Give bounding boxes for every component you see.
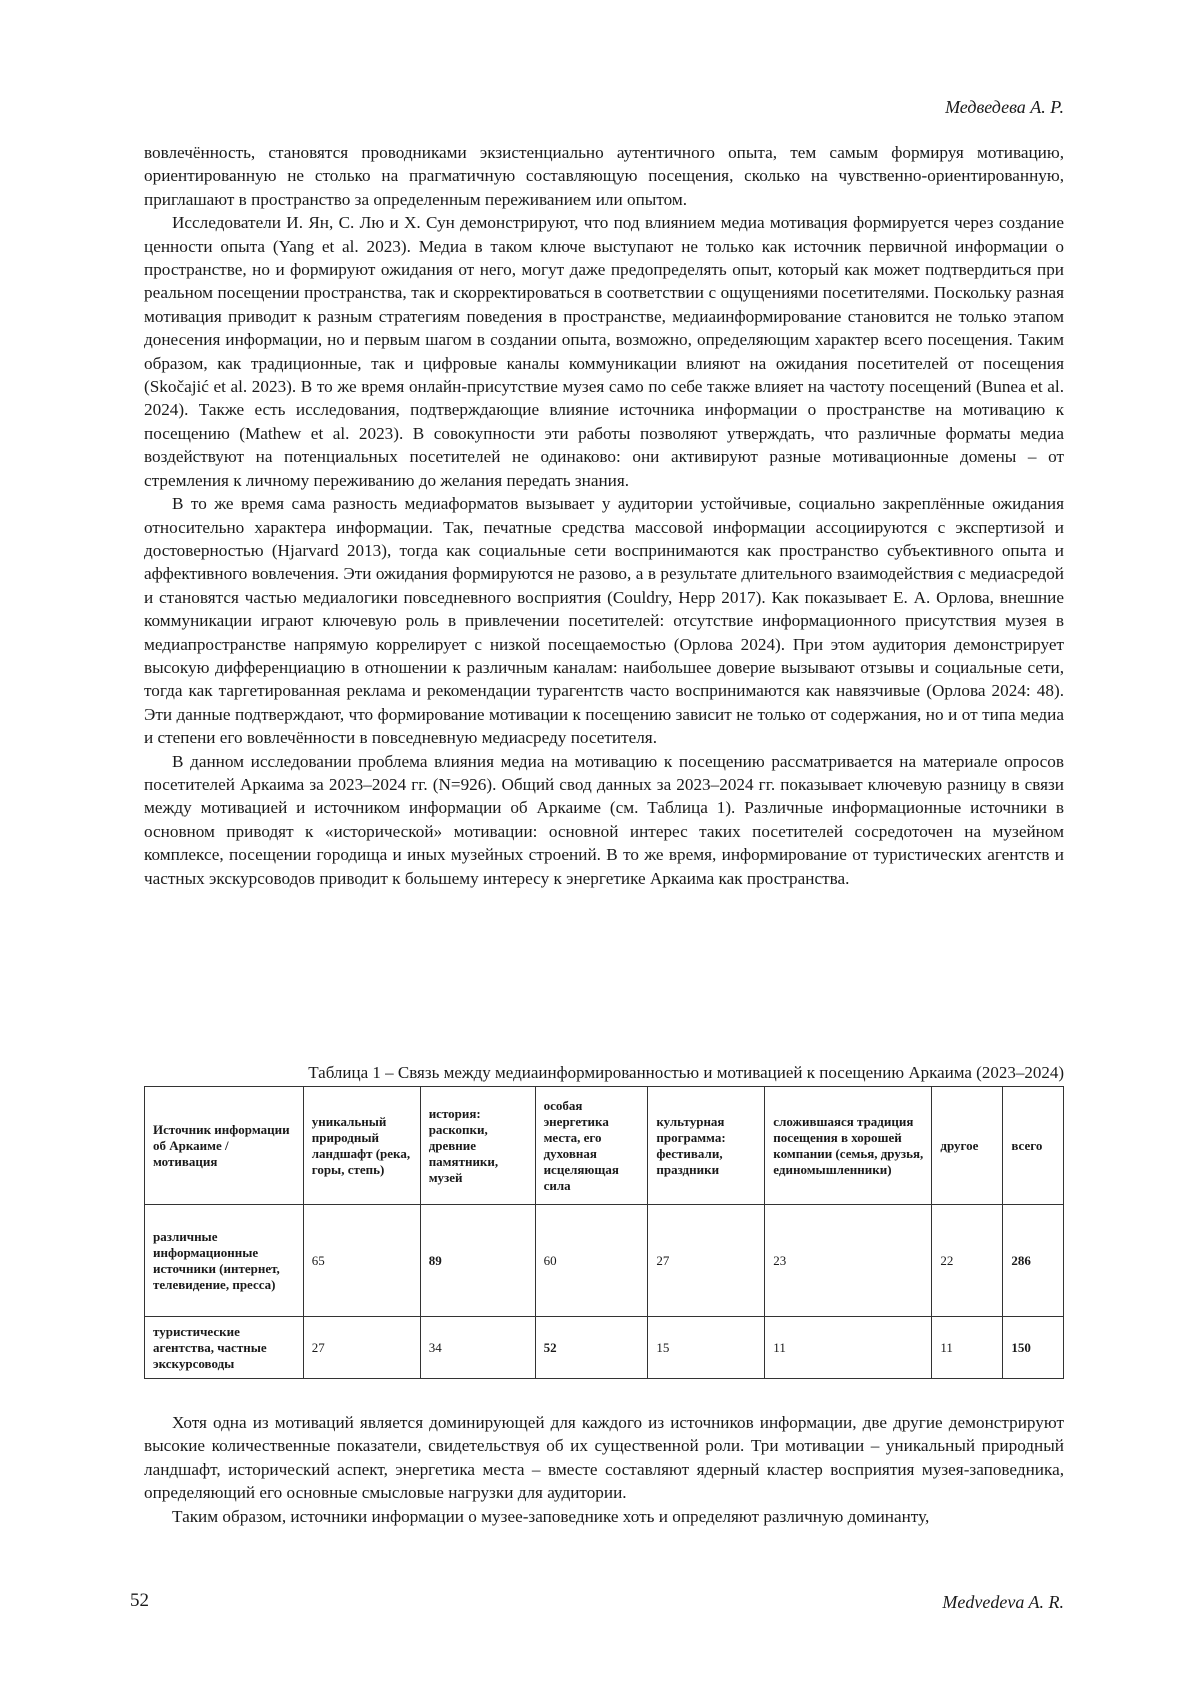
table-cell: 22 [932, 1205, 1003, 1317]
table-cell: 27 [648, 1205, 765, 1317]
motivation-table [144, 1086, 1064, 1379]
paragraph: вовлечённость, становятся проводниками экзистенциально аутентичного опыта, тем самым формируя мотивацию, ориентированную не столько на прагматичную составляющую посещения, сколько на чувственно-ориентированную, приглашают в пространство за определенным переживанием или опытом. [144, 143, 1064, 209]
table-header-row [145, 1087, 1064, 1205]
page-number: 52 [130, 1590, 149, 1611]
col-header-total: всего [1003, 1087, 1064, 1205]
table-cell: 11 [765, 1317, 932, 1379]
running-header-author: Медведева А. Р. [945, 97, 1064, 117]
col-header-landscape: уникальный природный ландшафт (река, горы, степь) [303, 1087, 420, 1205]
table-cell: 52 [535, 1317, 648, 1379]
table-row [145, 1317, 1064, 1379]
article-body [144, 141, 1064, 890]
row-source-label: различные информационные источники (интернет, телевидение, пресса) [145, 1205, 304, 1317]
paragraph: В то же время сама разность медиаформатов вызывает у аудитории устойчивые, социально закреплённые ожидания относительно характера информации. Так, печатные средства массовой информации ассоциируются с экспертизой и достоверностью (Hjarvard 2013), тогда как социальные сети воспринимаются как пространство субъективного опыта и аффективного вовлечения. Эти ожидания формируются не разово, а в результате длительного взаимодействия с медиасредой и становятся частью медиалогики повседневного восприятия (Couldry, Hepp 2017). Как показывает Е. А. Орлова, внешние коммуникации играют ключевую роль в привлечении посетителей: отсутствие информационного присутствия музея в медиапространстве напрямую коррелирует с низкой посещаемостью (Орлова 2024). При этом аудитория демонстрирует высокую дифференциацию в отношении к различным каналам: наибольшее доверие вызывают отзывы и социальные сети, тогда как таргетированная реклама и рекомендации турагентств часто воспринимаются как навязчивые (Орлова 2024: 48). Эти данные подтверждают, что формирование мотивации к посещению зависит не только от содержания, но и от типа медиа и степени его вовлечённости в повседневную медиасреду посетителя. [144, 494, 1064, 748]
table-cell: 150 [1003, 1317, 1064, 1379]
col-header-source: Источник информации об Аркаиме / мотивация [145, 1087, 304, 1205]
table-cell: 11 [932, 1317, 1003, 1379]
col-header-culture: культурная программа: фестивали, праздники [648, 1087, 765, 1205]
table-cell: 286 [1003, 1205, 1064, 1317]
table-cell: 65 [303, 1205, 420, 1317]
table-row [145, 1205, 1064, 1317]
article-body-continued [144, 1411, 1064, 1528]
table-cell: 27 [303, 1317, 420, 1379]
paragraph: Исследователи И. Ян, С. Лю и Х. Сун демонстрируют, что под влиянием медиа мотивация формируется через создание ценности опыта (Yang et al. 2023). Медиа в таком ключе выступают не только как источник первичной информации о пространстве, но и формируют ожидания от него, могут даже предопределять опыт, который как может подтвердиться при реальном посещении пространства, так и скорректироваться в соответствии с ощущениями посетителями. Поскольку разная мотивация приводит к разным стратегиям поведения в пространстве, медиаинформирование становится не только этапом донесения информации, но и первым шагом в создании опыта, возможно, определяющим характер всего посещения. Таким образом, как традиционные, так и цифровые каналы коммуникации влияют на ожидания посетителей от посещения (Skočajić et al. 2023). В то же время онлайн-присутствие музея само по себе также влияет на частоту посещений (Bunea et al. 2024). Также есть исследования, подтверждающие влияние источника информации о пространстве на мотивацию к посещению (Mathew et al. 2023). В совокупности эти работы позволяют утверждать, что различные форматы медиа воздействуют на потенциальных посетителей не одинаково: они активируют разные мотивационные домены – от стремления к личному переживанию до желания передать знания. [144, 213, 1064, 490]
paragraph: Таким образом, источники информации о музее-заповеднике хоть и определяют различную доминанту, [172, 1506, 930, 1526]
paragraph: В данном исследовании проблема влияния медиа на мотивацию к посещению рассматривается на материале опросов посетителей Аркаима за 2023–2024 гг. (N=926). Общий свод данных за 2023–2024 гг. показывает ключевую разницу в связи между мотивацией и источником информации об Аркаиме (см. Таблица 1). Различные информационные источники в основном приводят к «исторической» мотивации: основной интерес таких посетителей сосредоточен на музейном комплексе, посещении городища и иных музейных строений. В то же время, информирование от туристических агентств и частных экскурсоводов приводит к большему интересу к энергетике Аркаима как пространства. [144, 751, 1064, 888]
running-footer-author: Medvedeva A. R. [942, 1592, 1064, 1612]
table-caption: Таблица 1 – Связь между медиаинформированностью и мотивацией к посещению Аркаима (2023–2024) [308, 1063, 1064, 1082]
table-cell: 23 [765, 1205, 932, 1317]
col-header-history: история: раскопки, древние памятники, музей [420, 1087, 535, 1205]
col-header-energy: особая энергетика места, его духовная исцеляющая сила [535, 1087, 648, 1205]
paragraph: Хотя одна из мотиваций является доминирующей для каждого из источников информации, две другие демонстрируют высокие количественные показатели, свидетельствуя об их существенной роли. Три мотивации – уникальный природный ландшафт, исторический аспект, энергетика места – вместе составляют ядерный кластер восприятия музея-заповедника, определяющий его основные смысловые нагрузки для аудитории. [144, 1413, 1064, 1503]
col-header-other: другое [932, 1087, 1003, 1205]
col-header-tradition: сложившаяся традиция посещения в хорошей компании (семья, друзья, единомышленники) [765, 1087, 932, 1205]
table-cell: 15 [648, 1317, 765, 1379]
table-cell: 34 [420, 1317, 535, 1379]
table-cell: 89 [420, 1205, 535, 1317]
row-source-label: туристические агентства, частные экскурсоводы [145, 1317, 304, 1379]
table-cell: 60 [535, 1205, 648, 1317]
